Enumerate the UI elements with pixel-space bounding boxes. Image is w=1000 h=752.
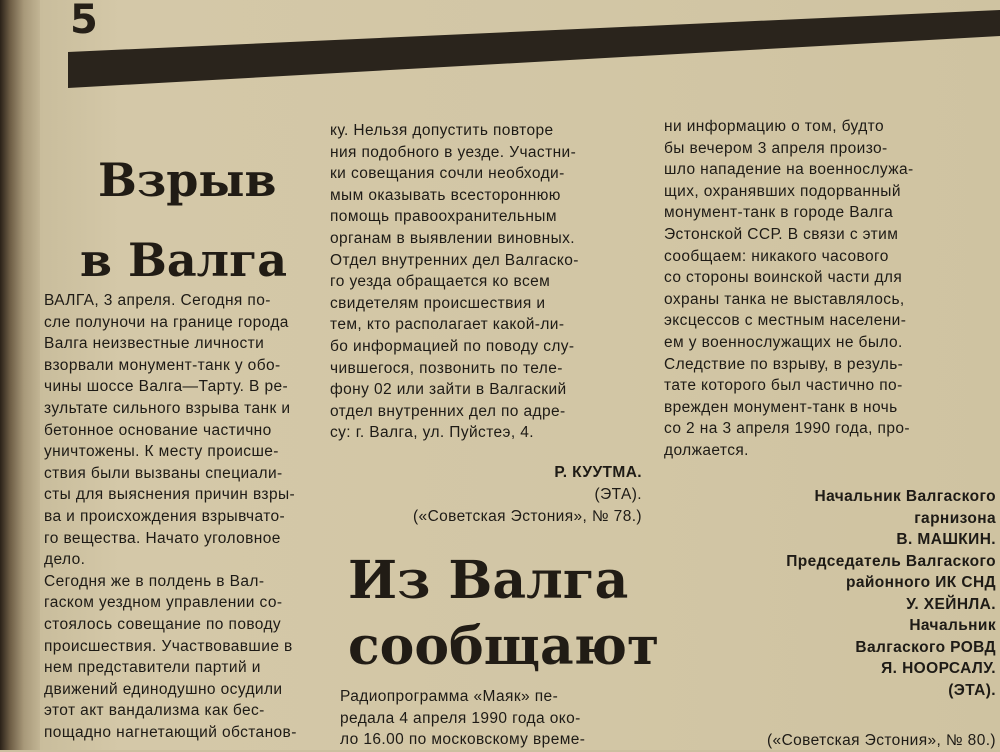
text-line: ем у военнослужащих не было. [664, 333, 903, 351]
text-line: монумент-танк в городе Валга [664, 204, 894, 222]
text-line: охраны танка не выставлялось, [664, 290, 905, 308]
text-line: Сегодня же в полдень в Вал- [44, 572, 265, 590]
article2-headline [348, 548, 659, 680]
article1-column2 [330, 120, 642, 444]
article1-headline-line1: Взрыв [98, 153, 277, 207]
article2-headline-line1: Из Валга [348, 550, 629, 611]
article1-headline [80, 140, 288, 300]
signature-line: Валгаского РОВД [855, 638, 996, 656]
article2-headline-line2: сообщают [348, 616, 660, 677]
text-line: должается. [664, 441, 749, 459]
text-line: чившегося, позвонить по теле- [330, 359, 563, 377]
signature-line: У. ХЕЙНЛА. [906, 595, 996, 613]
signature-line: (ЭТА). [948, 681, 996, 699]
text-line: Валга неизвестные личности [44, 335, 265, 353]
article1-agency: (ЭТА). [594, 486, 642, 503]
text-line: Отдел внутренних дел Валгаско- [330, 251, 579, 269]
text-line: взорвали монумент-танк у обо- [44, 356, 281, 374]
page-number: 5 [70, 0, 98, 43]
text-line: бетонное основание частично [44, 421, 272, 439]
text-line: пощадно нагнетающий обстанов- [44, 723, 297, 741]
text-line: со стороны воинской части для [664, 269, 903, 287]
article1-column1 [44, 290, 300, 743]
article1-headline-line2: в Валга [80, 233, 288, 287]
book-gutter [0, 0, 40, 750]
signature-line: Начальник Валгаского [814, 488, 996, 505]
text-line: ВАЛГА, 3 апреля. Сегодня по- [44, 292, 271, 309]
signature-line: районного ИК СНД [845, 574, 996, 591]
text-line: су: г. Валга, ул. Пуйстеэ, 4. [330, 424, 534, 442]
article2-column2 [340, 686, 640, 751]
text-line: тем, кто располагает какой-ли- [330, 316, 565, 334]
text-line: свидетелям происшествия и [330, 294, 546, 312]
article2-signatures [664, 486, 996, 701]
text-line: отдел внутренних дел по адре- [330, 402, 566, 420]
text-line: эксцессов с местным населени- [664, 312, 907, 330]
text-line: движений единодушно осудили [44, 680, 283, 698]
text-line: ния подобного в уезде. Участни- [330, 143, 577, 161]
article2-column3 [664, 116, 996, 462]
text-line: уничтожены. К месту происше- [44, 443, 279, 461]
text-line: гаском уездном управлении со- [44, 594, 283, 612]
text-line: фону 02 или зайти в Валгаский [330, 381, 567, 399]
text-line: сообщаем: никакого часового [664, 247, 889, 265]
signature-line: Начальник [909, 617, 996, 634]
signature-line: Председатель Валгаского [786, 552, 996, 570]
text-line: Радиопрограмма «Маяк» пе- [340, 688, 559, 705]
header-rule [68, 0, 1000, 88]
article1-signature: Р. КУУТМА. [554, 464, 642, 481]
text-line: ствия были вызваны специали- [44, 464, 283, 482]
text-line: ва и происхождения взрывчато- [44, 507, 286, 525]
text-line: со 2 на 3 апреля 1990 года, про- [664, 420, 910, 438]
text-line: мым оказывать всестороннюю [330, 186, 561, 204]
text-line: сле полуночи на границе города [44, 313, 289, 331]
text-line: тате которого был частично по- [664, 377, 903, 395]
text-line: чины шоссе Валга—Тарту. В ре- [44, 378, 289, 396]
text-line: щих, охранявших подорванный [664, 182, 901, 200]
text-line: бо информацией по поводу слу- [330, 337, 575, 355]
text-line: Эстонской ССР. В связи с этим [664, 225, 899, 243]
text-line: редала 4 апреля 1990 года око- [340, 709, 581, 727]
text-line: го вещества. Начато уголовное [44, 529, 281, 547]
text-line: помощь правоохранительным [330, 208, 557, 226]
text-line: зультате сильного взрыва танк и [44, 399, 291, 417]
text-line: ло 16.00 по московскому време- [340, 731, 586, 749]
text-line: сты для выяснения причин взры- [44, 486, 296, 504]
text-line: этот акт вандализма как бес- [44, 702, 265, 720]
text-line: дело. [44, 551, 86, 569]
text-line: бы вечером 3 апреля произо- [664, 139, 888, 157]
text-line: органам в выявлении виновных. [330, 229, 576, 247]
text-line: Следствие по взрыву, в резуль- [664, 355, 904, 373]
text-line: ки совещания сочли необходи- [330, 165, 565, 183]
article2-source: («Советская Эстония», № 80.) [766, 732, 996, 749]
signature-line: Я. НООРСАЛУ. [881, 660, 996, 677]
text-line: стоялось совещание по поводу [44, 615, 282, 633]
text-line: нем представители партий и [44, 659, 261, 677]
signature-line: В. МАШКИН. [896, 531, 996, 548]
signature-line: гарнизона [914, 509, 996, 527]
text-line: происшествия. Участвовавшие в [44, 637, 293, 655]
text-line: врежден монумент-танк в ночь [664, 398, 898, 416]
text-line: го уезда обращается ко всем [330, 273, 551, 291]
text-line: шло нападение на военнослужа- [664, 161, 914, 179]
article1-source: («Советская Эстония», № 78.) [412, 508, 642, 525]
text-line: ни информацию о том, будто [664, 118, 884, 135]
text-line: ку. Нельзя допустить повторе [330, 122, 554, 139]
